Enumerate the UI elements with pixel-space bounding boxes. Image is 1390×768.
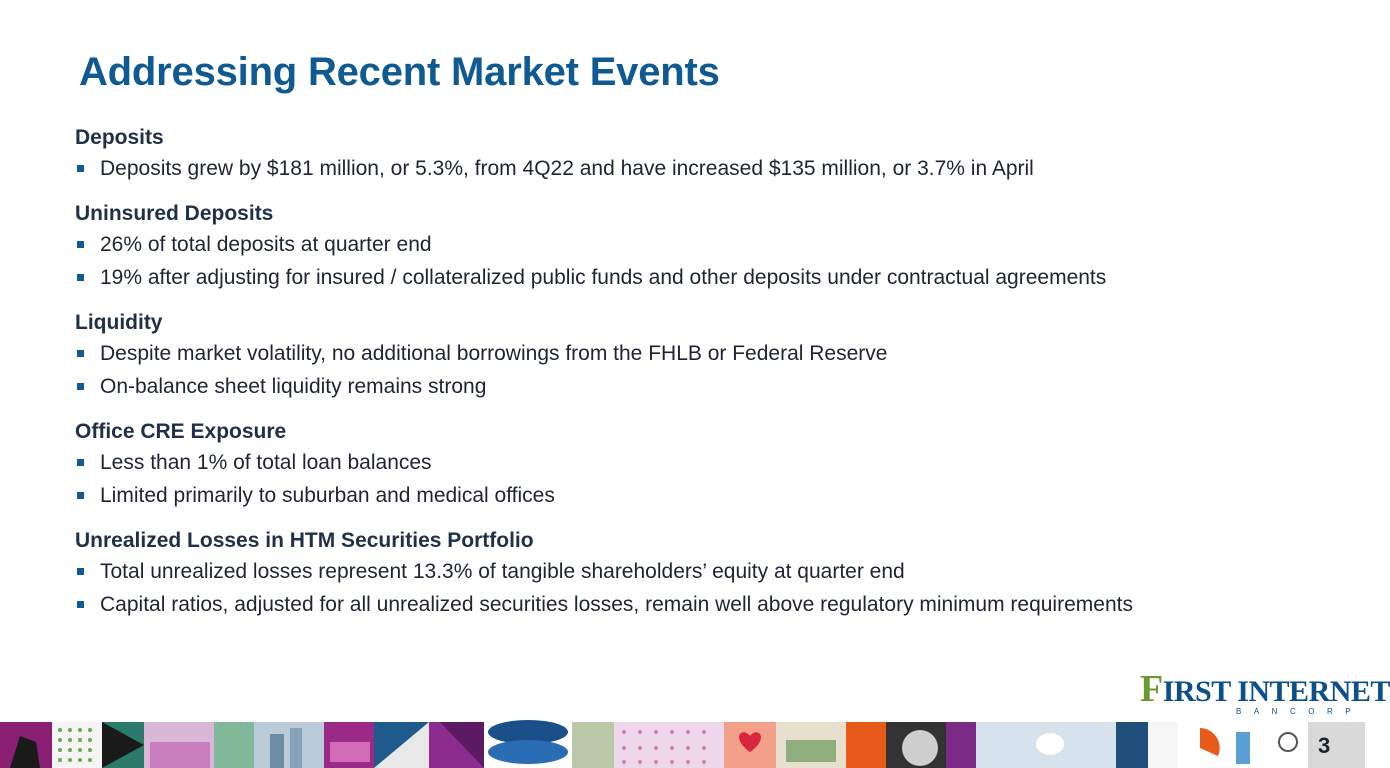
section-office-cre-exposure	[75, 418, 1275, 512]
bullet-list	[75, 555, 1275, 621]
section-heading: Deposits	[75, 126, 164, 149]
bullet-item	[75, 261, 1275, 294]
company-logo	[1140, 668, 1390, 716]
bullet-item	[75, 555, 1275, 588]
bullet-item	[75, 370, 1275, 403]
square-bullet-icon	[77, 568, 84, 575]
bullet-text: 19% after adjusting for insured / collateralized public funds and other deposits under contractual agreements	[100, 266, 1107, 289]
bullet-list	[75, 152, 1275, 185]
bullet-text: Deposits grew by $181 million, or 5.3%, from 4Q22 and have increased $135 million, or 3.7% in April	[100, 157, 1034, 180]
bullet-text: Capital ratios, adjusted for all unrealized securities losses, remain well above regulatory minimum requirements	[100, 593, 1133, 616]
square-bullet-icon	[77, 459, 84, 466]
bullet-list	[75, 337, 1275, 403]
section-heading: Office CRE Exposure	[75, 420, 287, 443]
bullet-text: Total unrealized losses represent 13.3% of tangible shareholders’ equity at quarter end	[100, 560, 905, 583]
section-deposits	[75, 124, 1275, 185]
bullet-text: On-balance sheet liquidity remains strong	[100, 375, 487, 398]
bullet-item	[75, 588, 1275, 621]
bullet-item	[75, 337, 1275, 370]
square-bullet-icon	[77, 274, 84, 281]
bullet-text: Despite market volatility, no additional borrowings from the FHLB or Federal Reserve	[100, 342, 888, 365]
bullet-text: Limited primarily to suburban and medical offices	[100, 484, 555, 507]
square-bullet-icon	[77, 241, 84, 248]
bullet-item	[75, 152, 1275, 185]
logo-main-text: IRST INTERNET	[1162, 675, 1390, 708]
square-bullet-icon	[77, 165, 84, 172]
section-heading: Liquidity	[75, 311, 163, 334]
section-liquidity	[75, 309, 1275, 403]
bullet-list	[75, 228, 1275, 294]
square-bullet-icon	[77, 350, 84, 357]
decorative-footer-strip	[0, 722, 1365, 768]
bullet-text: 26% of total deposits at quarter end	[100, 233, 432, 256]
logo-initial: F	[1140, 668, 1163, 710]
square-bullet-icon	[77, 601, 84, 608]
bullet-item	[75, 228, 1275, 261]
slide-title: Addressing Recent Market Events	[79, 50, 720, 94]
bullet-item	[75, 479, 1275, 512]
logo-subtext: BANCORP	[1236, 707, 1364, 716]
bullet-item	[75, 446, 1275, 479]
square-bullet-icon	[77, 492, 84, 499]
page-number: 3	[1318, 733, 1331, 758]
logo-wordmark	[1140, 668, 1390, 710]
section-heading: Uninsured Deposits	[75, 202, 274, 225]
square-bullet-icon	[77, 383, 84, 390]
section-unrealized-losses	[75, 527, 1275, 621]
section-heading: Unrealized Losses in HTM Securities Portfolio	[75, 529, 534, 552]
section-uninsured-deposits	[75, 200, 1275, 294]
bullet-list	[75, 446, 1275, 512]
bullet-text: Less than 1% of total loan balances	[100, 451, 432, 474]
slide-content	[75, 124, 1275, 636]
